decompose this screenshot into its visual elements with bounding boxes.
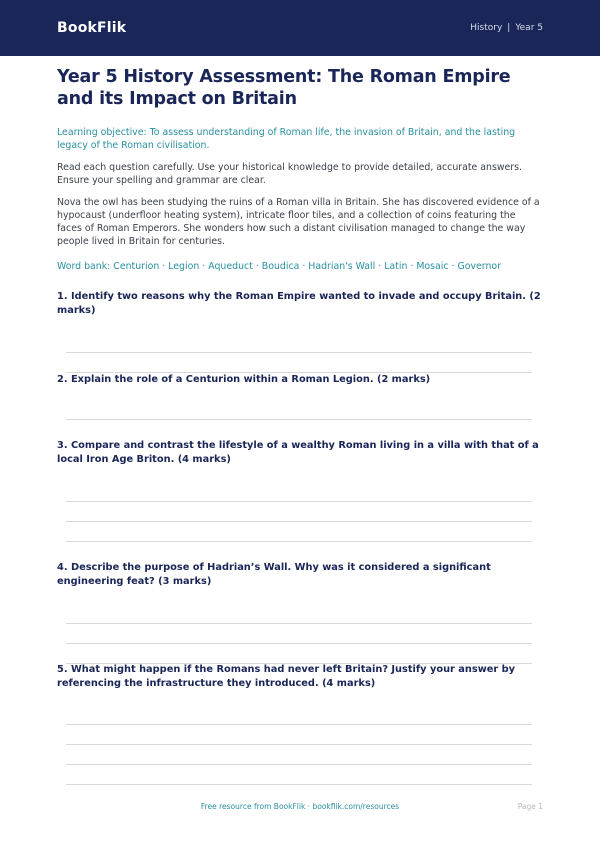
answer-line[interactable] <box>66 784 532 785</box>
answer-line[interactable] <box>66 352 532 353</box>
question-5: 5. What might happen if the Romans had never left Britain? Justify your answer by referencing the infrastructure they introduced. (4 marks) <box>57 664 516 689</box>
header-meta <box>470 23 543 33</box>
question-1: 1. Identify two reasons why the Roman Empire wanted to invade and occupy Britain. (2 marks) <box>57 291 541 316</box>
meta-separator: | <box>507 23 511 33</box>
page-title: Year 5 History Assessment: The Roman Empire and its Impact on Britain <box>57 67 511 109</box>
worksheet-intro <box>57 66 543 273</box>
page-number: Page 1 <box>517 802 543 811</box>
answer-line[interactable] <box>66 419 532 420</box>
question-2: 2. Explain the role of a Centurion within a Roman Legion. (2 marks) <box>57 374 431 385</box>
subject-label: History <box>470 23 503 33</box>
answer-line[interactable] <box>66 724 532 725</box>
answer-line[interactable] <box>66 764 532 765</box>
word-bank: Word bank: Centurion · Legion · Aqueduct · Boudica · Hadrian's Wall · Latin · Mosaic · Governor <box>57 261 502 272</box>
page-header <box>0 0 600 56</box>
story-text: Nova the owl has been studying the ruins of a Roman villa in Britain. She has discovered evidence of a hypocaust (underfloor heating system), intricate floor tiles, and a collection of coins featuring the faces of Roman Emperors. She wonders how such a distant civilisation managed to change the way people lived in Britain for centuries. <box>57 197 540 247</box>
answer-line[interactable] <box>66 623 532 624</box>
answer-line[interactable] <box>66 501 532 502</box>
year-label: Year 5 <box>515 23 543 33</box>
brand-logo[interactable]: BookFlik <box>57 20 127 36</box>
answer-line[interactable] <box>66 744 532 745</box>
answer-line[interactable] <box>66 521 532 522</box>
learning-objective: Learning objective: To assess understanding of Roman life, the invasion of Britain, and the lasting legacy of the Roman civilisation. <box>57 127 516 151</box>
answer-line[interactable] <box>66 643 532 644</box>
footer-link[interactable]: Free resource from BookFlik · bookflik.com/resources <box>200 802 400 811</box>
question-3: 3. Compare and contrast the lifestyle of a wealthy Roman living in a villa with that of a local Iron Age Briton. (4 marks) <box>57 440 539 465</box>
question-4: 4. Describe the purpose of Hadrian’s Wall. Why was it considered a significant engineering feat? (3 marks) <box>57 562 491 587</box>
answer-line[interactable] <box>66 541 532 542</box>
instructions: Read each question carefully. Use your historical knowledge to provide detailed, accurate answers. Ensure your spelling and grammar are clear. <box>57 162 523 186</box>
